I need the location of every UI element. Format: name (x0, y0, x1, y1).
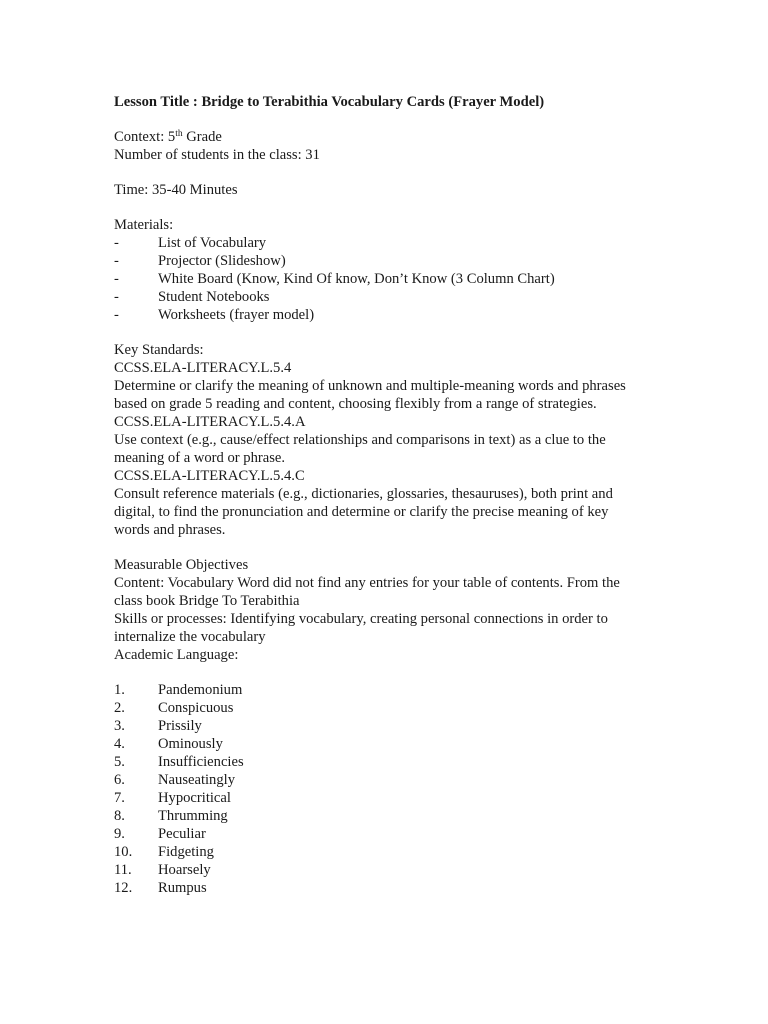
list-item-text: Student Notebooks (158, 289, 270, 305)
standard-text: based on grade 5 reading and content, choosing flexibly from a range of strategies. (114, 396, 597, 412)
lesson-title: Lesson Title : Bridge to Terabithia Vocabulary Cards (Frayer Model) (114, 94, 545, 110)
vocabulary-word: Fidgeting (158, 844, 214, 860)
list-marker: - (114, 235, 119, 251)
list-item (114, 288, 654, 306)
item-number: 5. (114, 754, 125, 770)
standards-heading: Key Standards: (114, 342, 204, 358)
objective-text: Skills or processes: Identifying vocabulary, creating personal connections in order to (114, 611, 608, 627)
standards-body (114, 359, 654, 539)
standard-text: words and phrases. (114, 522, 226, 538)
vocabulary-item (114, 699, 654, 717)
context-superscript: th (175, 129, 183, 139)
vocabulary-item (114, 825, 654, 843)
standard-text: meaning of a word or phrase. (114, 450, 286, 466)
standard-code: CCSS.ELA-LITERACY.L.5.4.A (114, 414, 306, 430)
item-number: 7. (114, 790, 125, 806)
vocabulary-word: Thrumming (158, 808, 228, 824)
vocabulary-word: Hoarsely (158, 862, 211, 878)
objective-text: internalize the vocabulary (114, 629, 266, 645)
vocabulary-item (114, 753, 654, 771)
list-item-text: Worksheets (frayer model) (158, 307, 315, 323)
vocabulary-word: Rumpus (158, 880, 207, 896)
time-line: Time: 35-40 Minutes (114, 182, 238, 198)
vocabulary-word: Conspicuous (158, 700, 234, 716)
item-number: 8. (114, 808, 125, 824)
standard-code: CCSS.ELA-LITERACY.L.5.4 (114, 360, 292, 376)
academic-language-label: Academic Language: (114, 647, 239, 663)
vocabulary-item (114, 681, 654, 699)
vocabulary-item (114, 861, 654, 879)
standard-text: Determine or clarify the meaning of unknown and multiple-meaning words and phrases (114, 378, 626, 394)
list-marker: - (114, 271, 119, 287)
list-item-text: List of Vocabulary (158, 235, 267, 251)
vocabulary-word: Insufficiencies (158, 754, 244, 770)
vocabulary-item (114, 807, 654, 825)
list-item (114, 270, 654, 288)
item-number: 10. (114, 844, 133, 860)
materials-list (114, 234, 654, 324)
list-item-text: White Board (Know, Kind Of know, Don’t Know (3 Column Chart) (158, 271, 555, 287)
list-marker: - (114, 253, 119, 269)
vocabulary-item (114, 843, 654, 861)
vocabulary-word: Nauseatingly (158, 772, 236, 788)
item-number: 1. (114, 682, 125, 698)
context-suffix: Grade (182, 129, 222, 145)
vocabulary-item (114, 735, 654, 753)
vocabulary-item (114, 717, 654, 735)
list-marker: - (114, 307, 119, 323)
standard-text: digital, to find the pronunciation and determine or clarify the precise meaning of key (114, 504, 609, 520)
list-item (114, 234, 654, 252)
vocabulary-word: Peculiar (158, 826, 206, 842)
objectives-heading: Measurable Objectives (114, 557, 249, 573)
vocabulary-list (114, 681, 654, 897)
item-number: 4. (114, 736, 125, 752)
list-item-text: Projector (Slideshow) (158, 253, 286, 269)
list-item (114, 306, 654, 324)
standard-code: CCSS.ELA-LITERACY.L.5.4.C (114, 468, 305, 484)
vocabulary-item (114, 789, 654, 807)
item-number: 6. (114, 772, 125, 788)
vocabulary-item (114, 771, 654, 789)
item-number: 9. (114, 826, 125, 842)
objectives-body (114, 574, 654, 664)
context-label: Context: 5 (114, 129, 176, 145)
standard-text: Consult reference materials (e.g., dictionaries, glossaries, thesauruses), both print and (114, 486, 613, 502)
item-number: 12. (114, 880, 133, 896)
vocabulary-word: Prissily (158, 718, 202, 734)
vocabulary-word: Hypocritical (158, 790, 231, 806)
list-marker: - (114, 289, 119, 305)
list-item (114, 252, 654, 270)
standard-text: Use context (e.g., cause/effect relationships and comparisons in text) as a clue to the (114, 432, 606, 448)
objective-text: class book Bridge To Terabithia (114, 593, 300, 609)
vocabulary-item (114, 879, 654, 897)
item-number: 2. (114, 700, 125, 716)
objective-text: Content: Vocabulary Word did not find any entries for your table of contents. From the (114, 575, 620, 591)
students-line: Number of students in the class: 31 (114, 147, 320, 163)
vocabulary-word: Ominously (158, 736, 223, 752)
document-page (114, 93, 654, 897)
vocabulary-word: Pandemonium (158, 682, 243, 698)
materials-heading: Materials: (114, 217, 174, 233)
context-line (114, 128, 654, 146)
item-number: 3. (114, 718, 125, 734)
item-number: 11. (114, 862, 132, 878)
